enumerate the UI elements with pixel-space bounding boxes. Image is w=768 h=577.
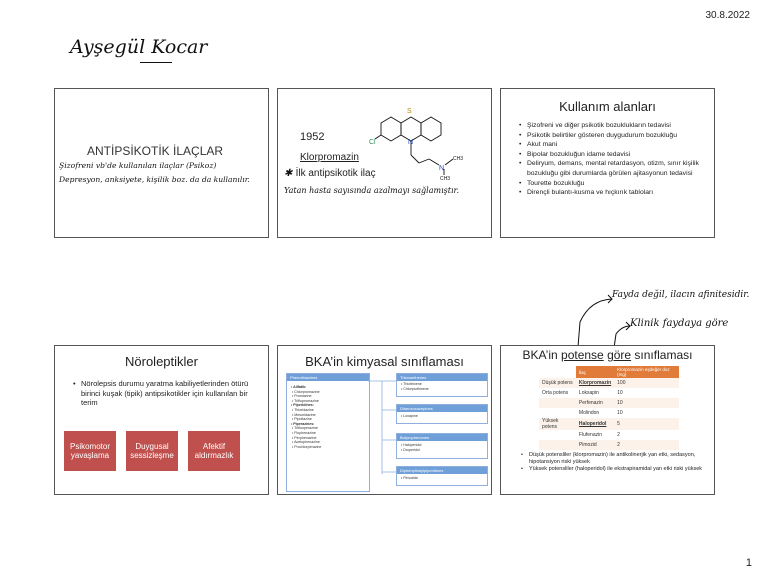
list-item: • Tourette bozukluğu [527, 179, 723, 189]
structure-n2-label: N [439, 165, 445, 172]
list-item: • Chlorprothixene [401, 386, 429, 391]
list-item: • Thiothixene [401, 382, 422, 386]
date-label: 30.8.2022 [705, 10, 750, 21]
chlorpromazine-structure [369, 91, 483, 182]
slide2-year: 1952 [300, 131, 325, 143]
annotation-arrows [560, 292, 640, 352]
structure-ch3a-label: CH3 [453, 156, 464, 162]
list-item: • Haloperidol [401, 443, 422, 447]
butyrophenones-header: Butyrophenones [397, 434, 487, 441]
list-item: • Pipotiazine [291, 417, 312, 422]
thioxanthenes-header: Thioxanthenes [397, 374, 487, 381]
slide-kullanim-alanlari [500, 88, 715, 238]
list-item: • Chlorpromazine [291, 389, 320, 394]
annotation-bottom: Klinik faydaya göre [630, 318, 729, 329]
list-item: • Droperidol [401, 447, 420, 452]
author-name: Ayşegül Kocar [70, 36, 208, 58]
slide3-list [517, 121, 723, 198]
title-gore: göre [607, 348, 632, 362]
star-mark: ✱ [284, 168, 296, 179]
diphenylbutylpiperidines-box [396, 466, 488, 486]
table-header-row [539, 366, 679, 378]
list-item: • Akut mani [527, 140, 723, 150]
table-row: Orta potens Loksapin 10 [542, 390, 623, 396]
slide3-title: Kullanım alanları [559, 99, 656, 114]
slide4-title: Nöroleptikler [125, 354, 198, 369]
slide4-list [71, 379, 261, 408]
phenothiazines-list [287, 381, 369, 453]
slide2-drug: Klorpromazin [300, 152, 359, 163]
slide-antipsikotik [54, 88, 269, 238]
slide2-bullet-text: İlk antipsikotik ilaç [295, 168, 376, 179]
list-item: • Mesoridazine [291, 412, 316, 417]
slide-klorpromazin [277, 88, 492, 238]
author-underline [140, 62, 172, 63]
slide1-note-1: Şizofreni vb'de kullanılan ilaçlar (Psikoz) [59, 161, 217, 170]
slide-kimyasal-siniflama [277, 345, 492, 495]
table-header: Klorpromazin eşdeğer doz (mg) [614, 366, 679, 378]
table-header: İlaç [576, 366, 614, 378]
dibenzoxazepines-box [396, 404, 488, 424]
structure-ch3b-label: CH3 [440, 176, 451, 182]
list-item: • Şizofreni ve diğer psikotik bozuklukların tedavisi [527, 121, 723, 131]
table-row: Perfenazin 10 [539, 398, 679, 408]
table-row: Pimozid 2 [539, 440, 679, 450]
effect-box-3: Afektif aldırmazlık [188, 431, 240, 471]
diphenylbutylpiperidines-header: Diphenylbutylpiperidines [397, 467, 487, 474]
potency-table [539, 366, 679, 450]
list-item: • Fluphenazine [291, 430, 316, 435]
slide2-note: Yatan hasta sayısında azalmayı sağlamıştır. [284, 186, 459, 195]
list-item: • Alifatik: [291, 385, 307, 389]
list-item: • Bipolar bozukluğun idame tedavisi [527, 150, 723, 160]
list-item: • Perphenazine [291, 435, 317, 440]
slide1-note-2: Depresyon, anksiyete, kişilik boz. da da kullanılır. [59, 175, 250, 184]
list-item: • Dirençli bulantı-kusma ve hıçkırık tabloları [527, 188, 723, 198]
table-row: Düşük potens Klorpromazin 100 [539, 378, 679, 388]
list-item: • Düşük potensliler (klorpromazin) ile antikolinerjik yan etki, sedasyon, hipotansiyon riski yüksek [529, 452, 714, 466]
list-item: • Psikotik belirtiler gösteren duygudurum bozukluğu [527, 131, 723, 141]
slide-potens-siniflama [500, 345, 715, 495]
list-item: • Acetophenazine [291, 440, 320, 445]
table-row: Molindon 10 [578, 410, 623, 416]
slide1-title: ANTİPSİKOTİK İLAÇLAR [87, 144, 224, 158]
page-number: 1 [745, 557, 752, 569]
structure-cl-label: Cl [369, 139, 376, 146]
list-item: • Pimozide [401, 476, 419, 480]
thioxanthenes-box [396, 373, 488, 397]
list-item: • Trifluoperazine [291, 426, 318, 431]
annotation-top: Fayda değil, ilacın afinitesidir. [612, 290, 750, 300]
slide2-bullet [284, 168, 376, 179]
slide-noroleptikler [54, 345, 269, 495]
list-item: • Loxapine [401, 414, 418, 418]
slide6-list [519, 452, 714, 473]
list-item: • Yüksek potensliler (haloperidol) ile ekstrapiramidal yan etki riski yüksek [529, 466, 714, 473]
list-item: • Deliryum, demans, mental retardasyon, otizm, sınır kişilik bozukluğu gibi durumlarda görülen ajitasyonun tedavisi [527, 159, 723, 178]
phenothiazines-header: Phenothiazines [287, 374, 369, 381]
list-item: • Prochlorperazine [291, 444, 322, 449]
list-item: • Promazine [291, 394, 312, 399]
list-item: • Thioridazine [291, 407, 314, 412]
effect-box-2: Duygusal sessizleşme [126, 431, 178, 471]
structure-n-label: N [408, 139, 414, 146]
table-row: Yüksek potens Haloperidol 5 [539, 418, 679, 430]
connector-lines [368, 376, 398, 486]
list-item: • Piperidines: [291, 403, 314, 408]
table-row: Flufenazin 2 [578, 432, 620, 438]
list-item: • Triflupromazine [291, 398, 319, 403]
list-item: • Piperazines: [291, 421, 315, 426]
list-item: • Nörolepsis durumu yaratma kabiliyetlerinden ötürü birinci kuşak (tipik) antipsikotikler için kullanılan bir terim [81, 379, 261, 408]
structure-s-label: S [407, 108, 412, 115]
slide5-title: BKA’in kimyasal sınıflaması [305, 354, 464, 369]
dibenzoxazepines-header: Dibenzoxazepines [397, 405, 487, 412]
butyrophenones-box [396, 433, 488, 459]
title-potense: potense [561, 348, 604, 362]
phenothiazines-box [286, 373, 370, 492]
slide6-title: BKA’in potense göre sınıflaması [522, 348, 693, 362]
effect-box-1: Psikomotor yavaşlama [64, 431, 116, 471]
